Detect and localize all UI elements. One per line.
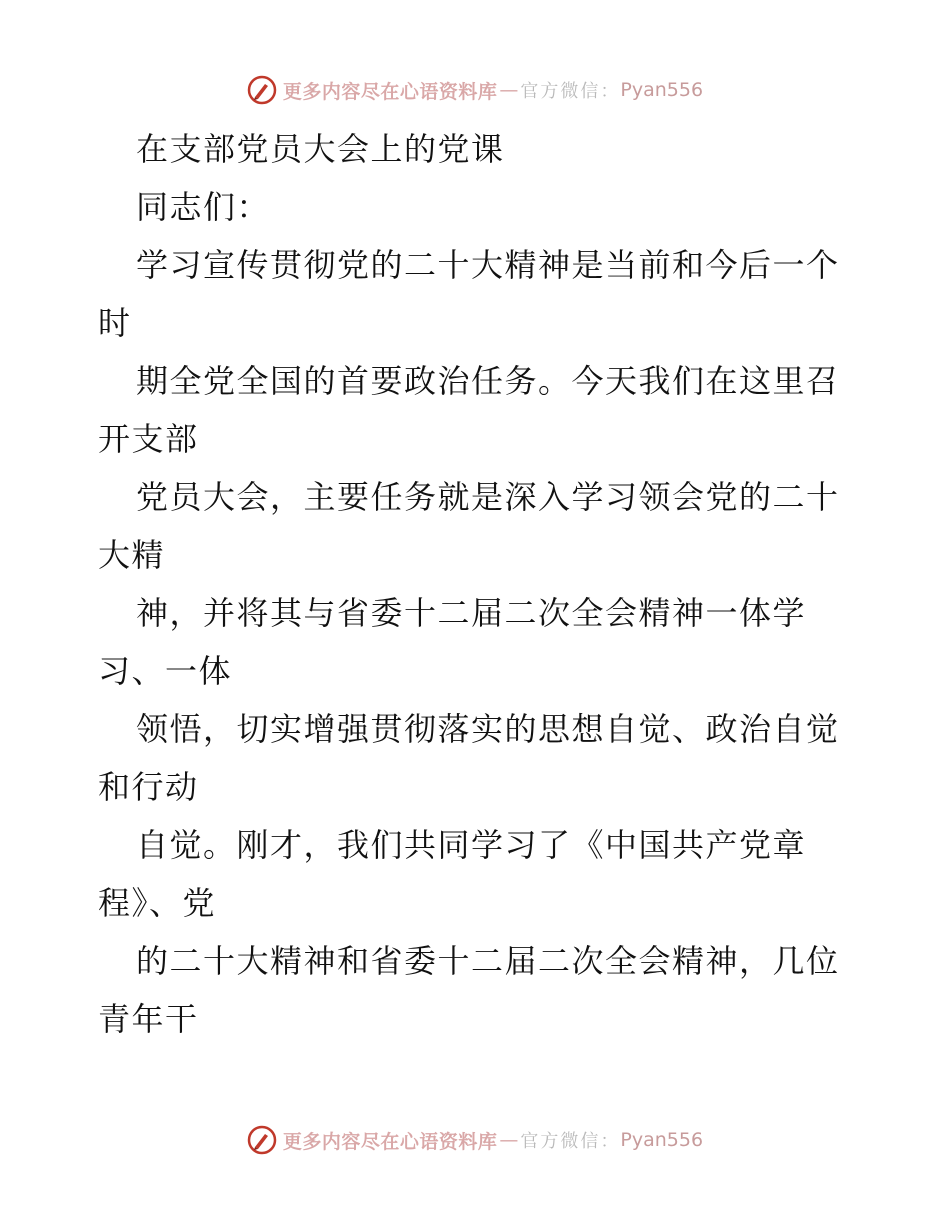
- pen-logo-icon: [247, 1125, 277, 1155]
- banner-text: 更多内容尽在心语资料库: [282, 80, 498, 103]
- banner-wechat-id: Pyan556: [620, 1129, 704, 1151]
- document-line: 学习宣传贯彻党的二十大精神是当前和今后一个: [136, 246, 840, 284]
- document-line: 同志们：: [136, 188, 271, 226]
- footer-banner: [0, 1120, 950, 1160]
- document-line: 的二十大精神和省委十二届二次全会精神，几位: [136, 942, 840, 980]
- banner-text: 更多内容尽在心语资料库: [282, 1130, 498, 1153]
- document-line: 领悟，切实增强贯彻落实的思想自觉、政治自觉: [136, 710, 840, 748]
- banner-wechat-label: 官方微信：: [520, 81, 621, 102]
- banner-separator: —: [499, 1129, 519, 1151]
- document-line: 习、一体: [98, 652, 233, 690]
- banner-separator: —: [499, 79, 519, 101]
- document-line: 党员大会，主要任务就是深入学习领会党的二十: [136, 478, 840, 516]
- document-line: 青年干: [98, 1000, 199, 1038]
- document-line: 时: [98, 304, 132, 342]
- banner-wechat-label: 官方微信：: [520, 1131, 621, 1152]
- document-line: 期全党全国的首要政治任务。今天我们在这里召: [136, 362, 840, 400]
- document-line: 开支部: [98, 420, 199, 458]
- header-banner: [0, 70, 950, 110]
- document-line: 神，并将其与省委十二届二次全会精神一体学: [136, 594, 807, 632]
- document-line: 和行动: [98, 768, 199, 806]
- banner-wechat-id: Pyan556: [620, 79, 704, 101]
- document-line: 大精: [98, 536, 166, 574]
- pen-logo-icon: [247, 75, 277, 105]
- document-line: 在支部党员大会上的党课: [136, 130, 505, 168]
- document-line: 自觉。刚才，我们共同学习了《中国共产党章: [136, 826, 807, 864]
- document-body: [98, 120, 858, 1048]
- document-line: 程》、党: [98, 884, 217, 922]
